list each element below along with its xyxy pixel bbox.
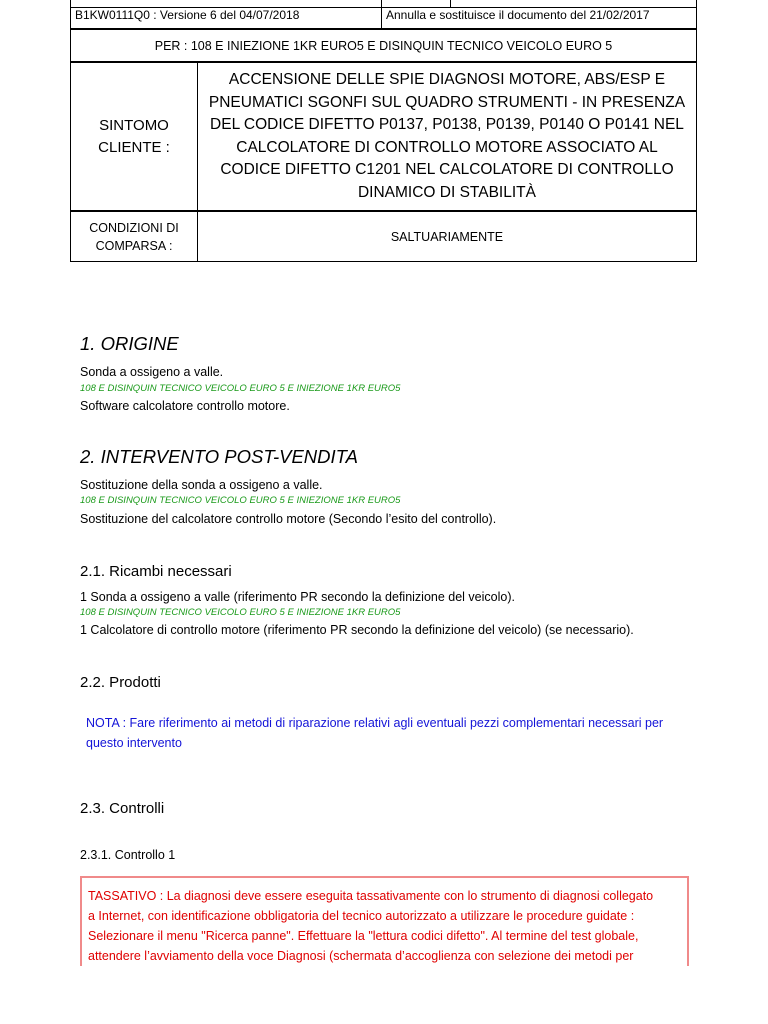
warning-line: a Internet, con identificazione obbligatoria del tecnico autorizzato a utilizzare le procedure guidate :: [88, 909, 635, 923]
conditions-label-line: COMPARSA :: [95, 238, 173, 253]
symptom-line: PNEUMATICI SGONFI SUL QUADRO STRUMENTI - IN PRESENZA: [208, 93, 686, 111]
controllo-1-title: 2.3.1. Controllo 1: [80, 848, 176, 862]
replaces-note: Annulla e sostituisce il documento del 21/02/2017: [386, 8, 650, 22]
section-prodotti-title: 2.2. Prodotti: [80, 674, 161, 691]
warning-line: Selezionare il menu "Ricerca panne". Effettuare la "lettura codici difetto". Al termine del test globale,: [88, 929, 639, 943]
symptom-line: CODICE DIFETTO C1201 NEL CALCOLATORE DI CONTROLLO: [220, 161, 674, 178]
warning-line: attendere l’avviamento della voce Diagnosi (schermata d’accoglienza con selezione dei metodi per: [88, 949, 634, 963]
symptom-label: [71, 63, 198, 210]
symptom-line: DINAMICO DI STABILITÀ: [357, 183, 536, 201]
applicability-row: PER : 108 E INIEZIONE 1KR EURO5 E DISINQUIN TECNICO VEICOLO EURO 5: [70, 29, 697, 62]
symptom-description: [198, 63, 696, 210]
ricambi-line-2: 1 Calcolatore di controllo motore (riferimento PR secondo la definizione del veicolo) (se necessario).: [80, 623, 634, 637]
symptom-label-line: CLIENTE :: [98, 138, 170, 156]
symptom-line: DEL CODICE DIFETTO P0137, P0138, P0139, P0140 O P0141 NEL: [210, 116, 684, 133]
mandatory-warning-box: [80, 876, 689, 966]
symptom-row: [70, 62, 697, 211]
conditions-row: [70, 211, 697, 262]
section-origine-title: 1. ORIGINE: [80, 333, 179, 354]
symptom-line: ACCENSIONE DELLE SPIE DIAGNOSI MOTORE, ABS/ESP E: [228, 71, 666, 88]
note-line: questo intervento: [86, 736, 182, 750]
header-reference-row: [70, 0, 697, 29]
conditions-label: [71, 212, 198, 261]
prodotti-note: [86, 713, 686, 753]
section-intervento-title: 2. INTERVENTO POST-VENDITA: [80, 446, 358, 467]
symptom-line: CALCOLATORE DI CONTROLLO MOTORE ASSOCIATO AL: [236, 138, 658, 156]
origine-line-1: Sonda a ossigeno a valle.: [80, 365, 224, 379]
intervento-line-2: Sostituzione del calcolatore controllo motore (Secondo l’esito del controllo).: [80, 512, 497, 526]
symptom-label-line: SINTOMO: [99, 116, 169, 134]
origine-applicability: 108 E DISINQUIN TECNICO VEICOLO EURO 5 E INIEZIONE 1KR EURO5: [80, 383, 401, 394]
intervento-line-1: Sostituzione della sonda a ossigeno a valle.: [80, 478, 323, 492]
document-reference: B1KW0111Q0 : Versione 6 del 04/07/2018: [71, 0, 382, 28]
ricambi-applicability: 108 E DISINQUIN TECNICO VEICOLO EURO 5 E INIEZIONE 1KR EURO5: [80, 607, 401, 618]
origine-line-2: Software calcolatore controllo motore.: [80, 399, 290, 413]
intervento-applicability: 108 E DISINQUIN TECNICO VEICOLO EURO 5 E INIEZIONE 1KR EURO5: [80, 495, 401, 506]
section-ricambi-title: 2.1. Ricambi necessari: [80, 563, 232, 580]
ricambi-line-1: 1 Sonda a ossigeno a valle (riferimento PR secondo la definizione del veicolo).: [80, 590, 515, 604]
conditions-value: SALTUARIAMENTE: [390, 229, 504, 244]
conditions-label-line: CONDIZIONI DI: [89, 220, 179, 235]
note-line: NOTA : Fare riferimento ai metodi di riparazione relativi agli eventuali pezzi complementari necessari per: [86, 716, 664, 730]
warning-line: TASSATIVO : La diagnosi deve essere eseguita tassativamente con lo strumento di diagnosi collegato: [88, 889, 654, 903]
section-controlli-title: 2.3. Controlli: [80, 800, 165, 817]
